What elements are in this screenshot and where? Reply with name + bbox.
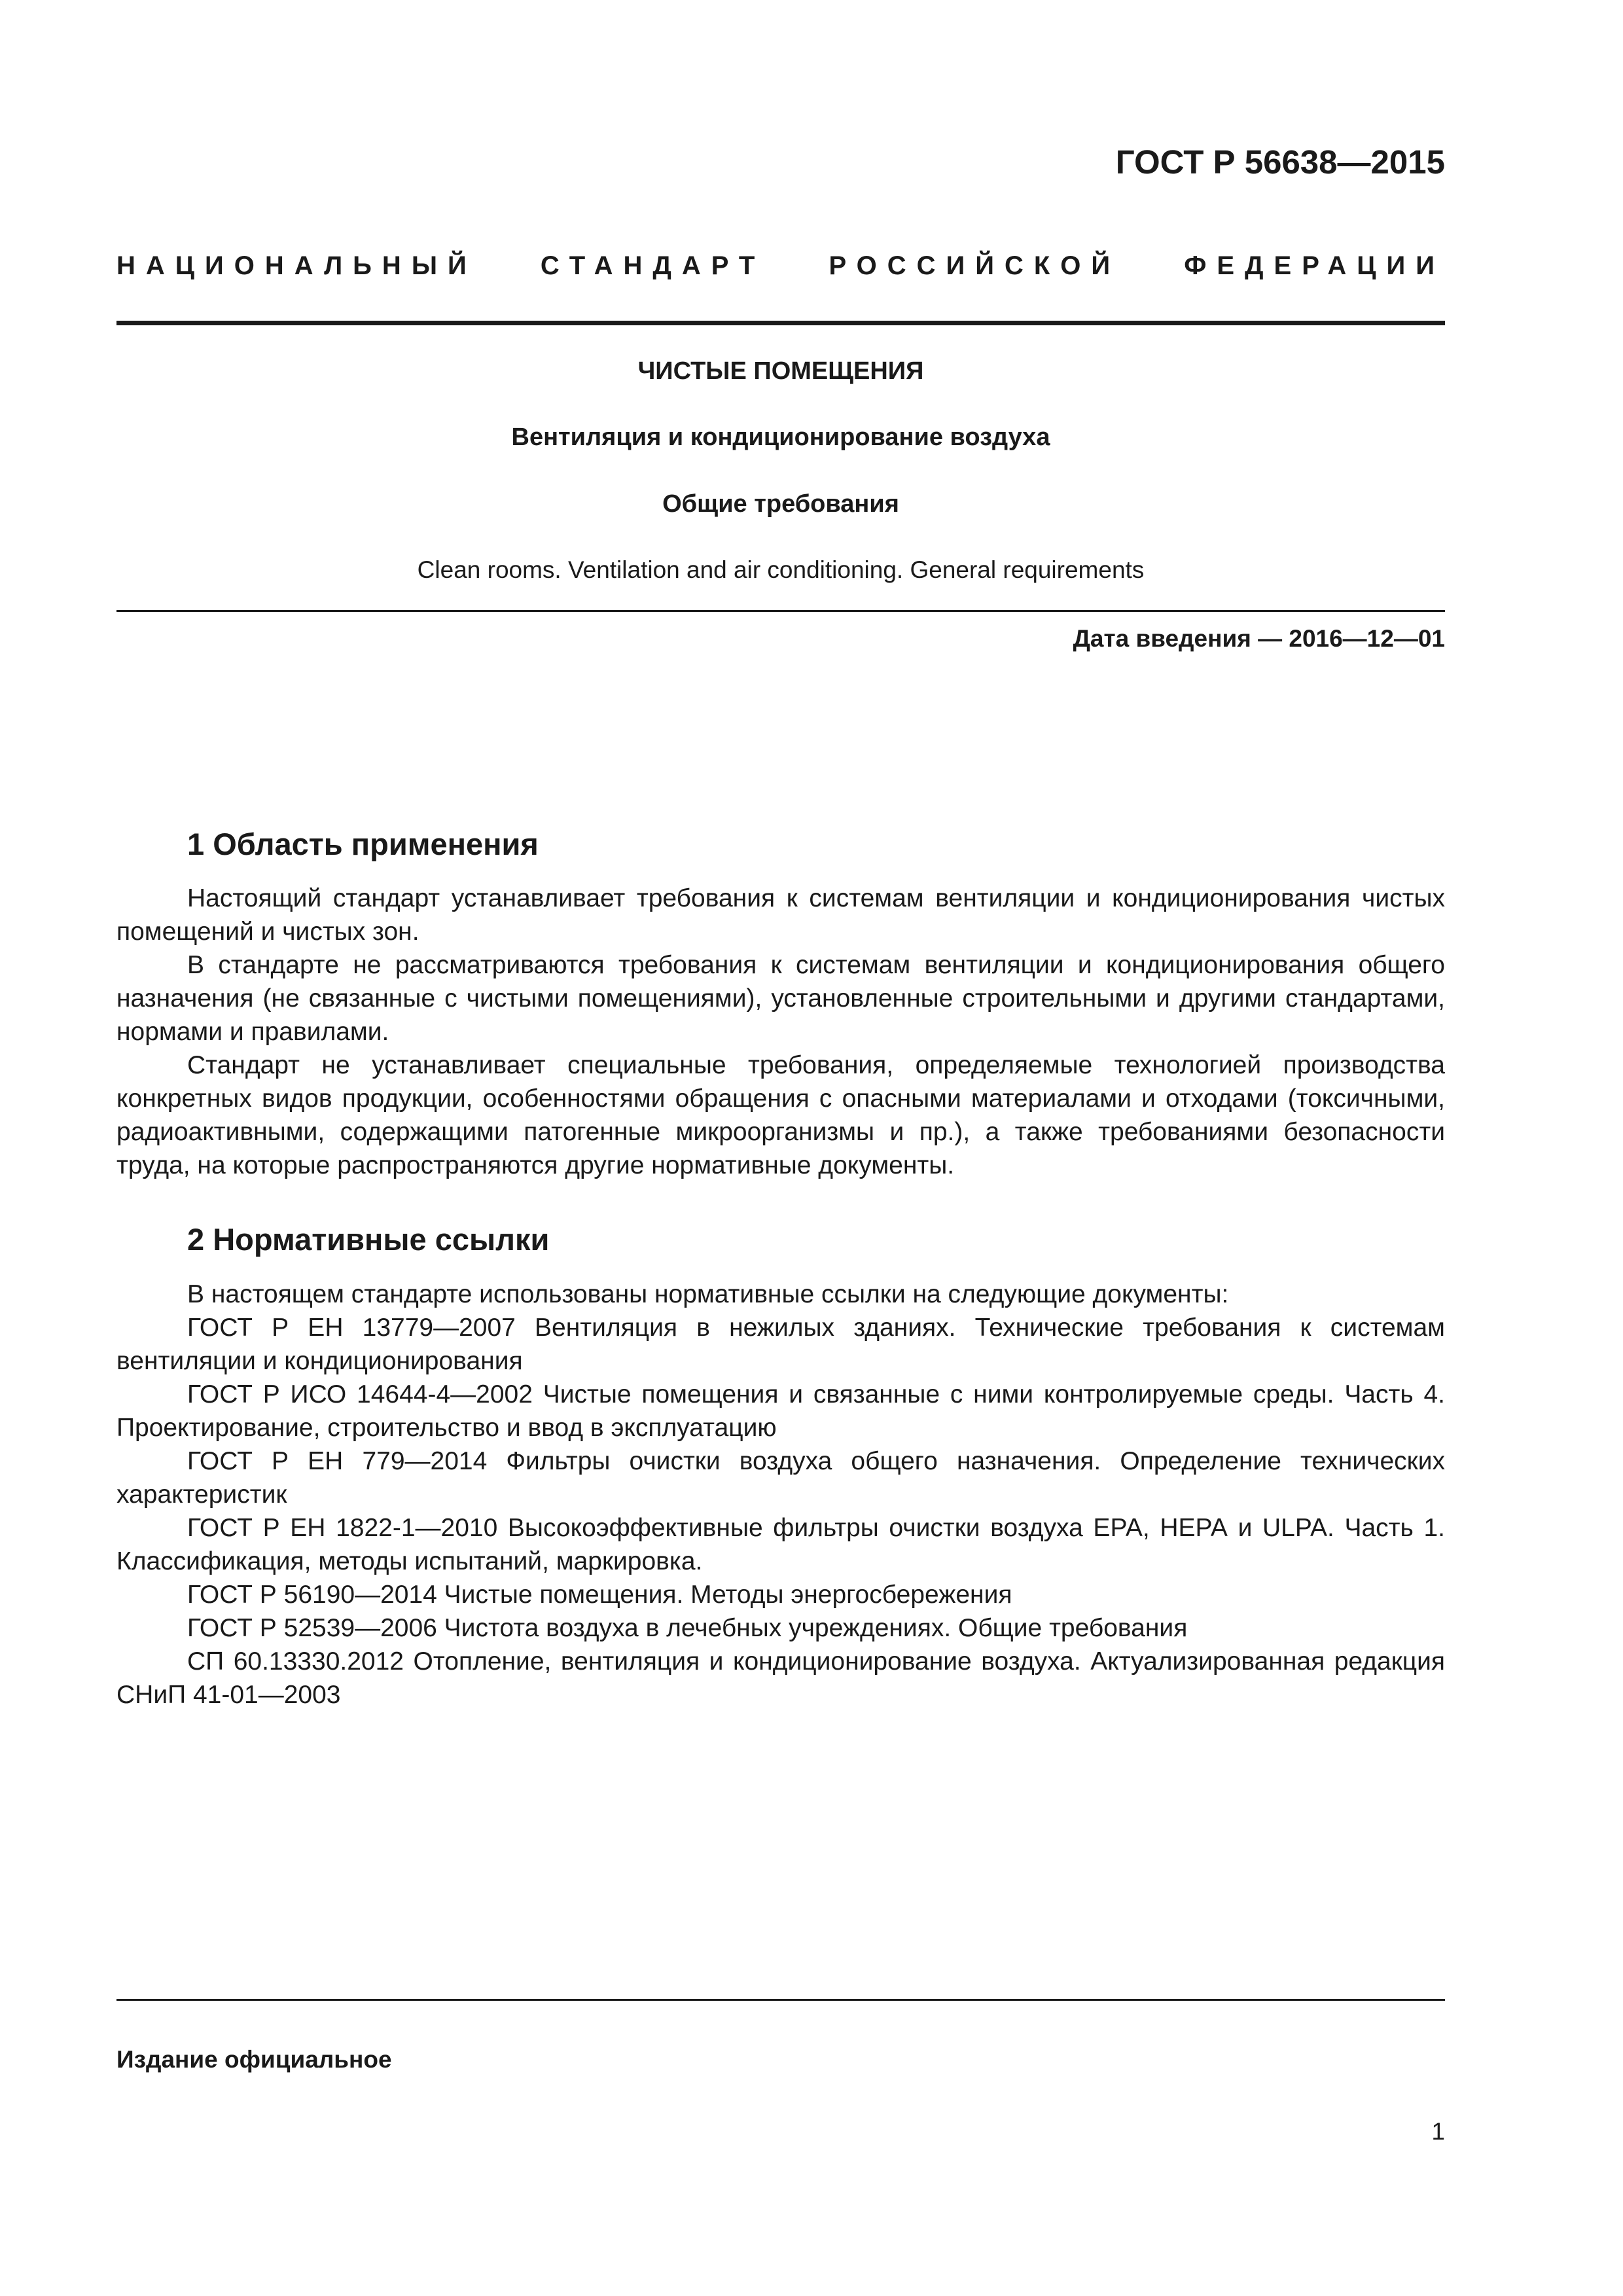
reference-item: ГОСТ Р ЕН 1822-1—2010 Высокоэффективные фильтры очистки воздуха ЕРА, НЕРА и ULPA. Часть 1. Классификация, методы испытаний, маркировка. xyxy=(116,1514,1445,1575)
reference-item: ГОСТ Р 52539—2006 Чистота воздуха в лечебных учреждениях. Общие требования xyxy=(187,1614,1188,1642)
edition-label: Издание официальное xyxy=(116,2046,392,2073)
title-rule xyxy=(116,610,1445,612)
paragraph: В стандарте не рассматриваются требования к системам вентиляции и кондиционирования общего назначения (не связанные с чистыми помещениями), установленные строительными и другими стандартами, нормами и правилами. xyxy=(116,951,1445,1046)
document-subsubtitle: Общие требования xyxy=(662,490,899,518)
reference-item: ГОСТ Р ЕН 779—2014 Фильтры очистки воздуха общего назначения. Определение технических характеристик xyxy=(116,1447,1445,1509)
section-references-body xyxy=(116,1278,1445,1712)
paragraph: В настоящем стандарте использованы нормативные ссылки на следующие документы: xyxy=(187,1280,1229,1308)
footer-rule xyxy=(116,1999,1445,2001)
reference-item: ГОСТ Р ИСО 14644-4—2002 Чистые помещения и связанные с ними контролируемые среды. Часть 4. Проектирование, строительство и ввод в эксплуатацию xyxy=(116,1380,1445,1442)
document-subtitle: Вентиляция и кондиционирование воздуха xyxy=(511,423,1050,451)
document-title: ЧИСТЫЕ ПОМЕЩЕНИЯ xyxy=(637,357,924,385)
reference-item: ГОСТ Р 56190—2014 Чистые помещения. Методы энергосбережения xyxy=(187,1581,1012,1609)
reference-item: СП 60.13330.2012 Отопление, вентиляция и кондиционирование воздуха. Актуализированная редакция СНиП 41-01—2003 xyxy=(116,1647,1445,1709)
standard-number: ГОСТ Р 56638—2015 xyxy=(1115,143,1445,181)
header-rule xyxy=(116,321,1445,325)
page-number: 1 xyxy=(1431,2118,1445,2145)
introduction-date: Дата введения — 2016—12—01 xyxy=(1073,625,1445,652)
reference-item: ГОСТ Р ЕН 13779—2007 Вентиляция в нежилых зданиях. Технические требования к системам вентиляции и кондиционирования xyxy=(116,1314,1445,1375)
paragraph: Настоящий стандарт устанавливает требования к системам вентиляции и кондиционирования чистых помещений и чистых зон. xyxy=(116,884,1445,946)
paragraph: Стандарт не устанавливает специальные требования, определяемые технологией производства конкретных видов продукции, особенностями обращения с опасными материалами и отходами (токсичными, радиоактивными, содержащими патогенные микроорганизмы и пр.), а также требованиями безопасности труда, на которые распространяются другие нормативные документы. xyxy=(116,1051,1445,1179)
section-heading-references: 2 Нормативные ссылки xyxy=(187,1222,550,1257)
english-title: Clean rooms. Ventilation and air conditioning. General requirements xyxy=(417,556,1145,583)
section-heading-scope: 1 Область применения xyxy=(187,827,539,861)
national-standard-banner: НАЦИОНАЛЬНЫЙ СТАНДАРТ РОССИЙСКОЙ ФЕДЕРАЦИИ xyxy=(116,251,1445,280)
section-scope-body xyxy=(116,882,1445,1182)
